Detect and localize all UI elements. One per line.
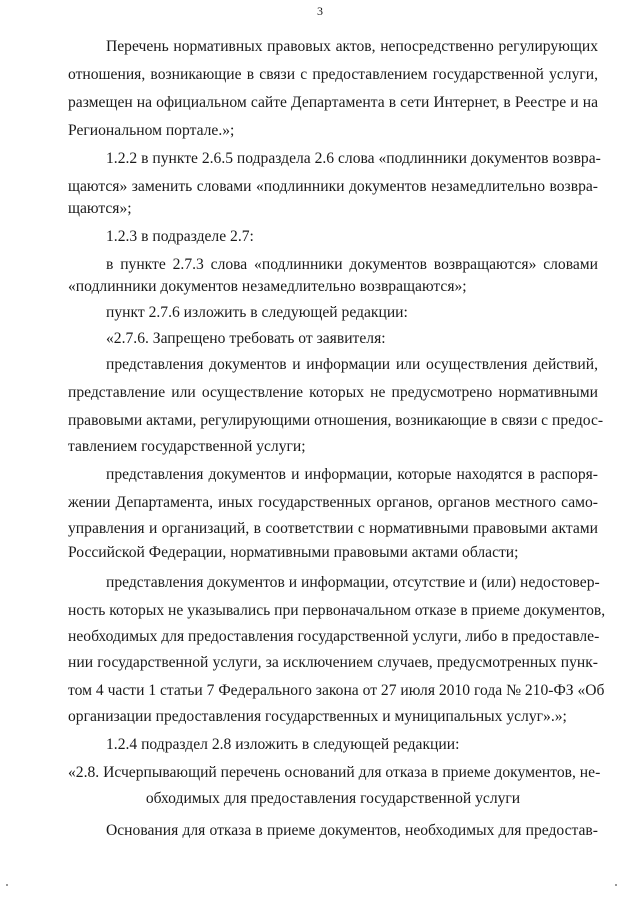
text-line: представление или осуществление которых не предусмотрено нормативными [68, 384, 598, 401]
scan-mark [615, 884, 617, 886]
text-line: том 4 части 1 статьи 7 Федерального закона от 27 июля 2010 года № 210-ФЗ «Об [68, 682, 605, 699]
text-line: Региональном портале.»; [68, 122, 235, 139]
text-line: нии государственной услуги, за исключением случаев, предусмотренных пунк- [68, 654, 598, 671]
text-line: жении Департамента, иных государственных органов, органов местного само- [68, 494, 598, 511]
text-line: в пункте 2.7.3 слова «подлинники документов возвращаются» словами [106, 256, 598, 273]
text-line: «2.7.6. Запрещено требовать от заявителя: [106, 330, 386, 347]
text-line: 1.2.2 в пункте 2.6.5 подраздела 2.6 слова «подлинники документов возвра- [106, 150, 601, 167]
scan-mark [6, 884, 8, 886]
text-line: щаются» заменить словами «подлинники документов незамедлительно возвра- [68, 178, 598, 195]
text-line: щаются»; [68, 200, 132, 217]
text-line: управления и организаций, в соответствии с нормативными правовыми актами [68, 520, 598, 537]
text-line: ность которых не указывались при первоначальном отказе в приеме документов, [68, 602, 606, 619]
text-line: отношения, возникающие в связи с предоставлением государственной услуги, [68, 66, 598, 83]
page-number: 3 [317, 4, 323, 18]
text-line: представления документов и информации или осуществления действий, [106, 356, 598, 373]
text-line: размещен на официальном сайте Департамента в сети Интернет, в Реестре и на [68, 94, 598, 111]
text-line: представления документов и информации, которые находятся в распоря- [106, 466, 598, 483]
text-line: 1.2.4 подраздел 2.8 изложить в следующей редакции: [106, 736, 460, 753]
text-line: Перечень нормативных правовых актов, непосредственно регулирующих [106, 38, 598, 55]
text-line: необходимых для предоставления государственной услуги, либо в предоставле- [68, 628, 600, 645]
text-line: 1.2.3 в подразделе 2.7: [106, 228, 254, 245]
text-line: тавлением государственной услуги; [68, 438, 306, 455]
text-line: пункт 2.7.6 изложить в следующей редакции: [106, 304, 408, 321]
text-line: организации предоставления государственных и муниципальных услуг».»; [68, 708, 567, 725]
section-heading-line: обходимых для предоставления государственной услуги [145, 790, 521, 807]
text-line: Российской Федерации, нормативными правовыми актами области; [68, 544, 519, 561]
text-line: представления документов и информации, отсутствие и (или) недостовер- [106, 574, 600, 591]
text-line: правовыми актами, регулирующими отношения, возникающие в связи с предос- [68, 412, 604, 429]
text-line: «подлинники документов незамедлительно возвращаются»; [68, 278, 467, 295]
section-heading-line: «2.8. Исчерпывающий перечень оснований для отказа в приеме документов, не- [68, 764, 601, 781]
text-line: Основания для отказа в приеме документов, необходимых для предостав- [106, 822, 598, 839]
